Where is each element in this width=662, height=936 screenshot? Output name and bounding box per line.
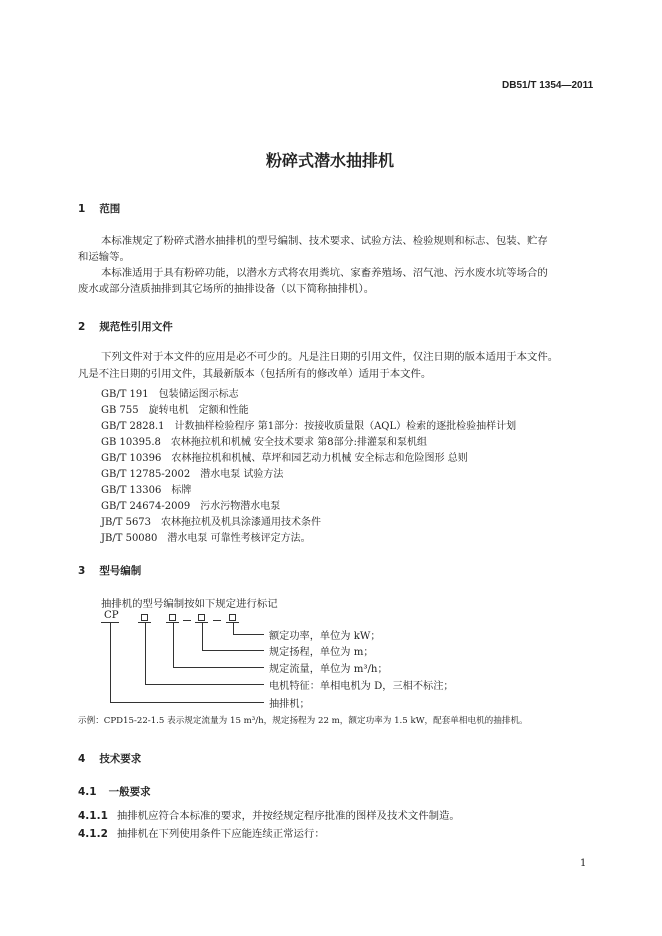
motor-slot-box: [141, 614, 148, 621]
clause-4-1-2: [78, 826, 325, 842]
section-4-heading: [78, 751, 141, 766]
section-title: 技术要求: [99, 753, 142, 765]
refs-intro-line2: 凡是不注日期的引用文件，其最新版本（包括所有的修改单）适用于本文件。: [78, 368, 432, 380]
section-number: 4: [78, 753, 86, 765]
reference-item: GB/T 10396 农林拖拉机和机械、草坪和园艺动力机械 安全标志和危险图形 总则: [101, 453, 468, 464]
head-slot-box: [198, 614, 205, 621]
section-title: 型号编制: [99, 565, 142, 577]
section-title: 规范性引用文件: [99, 321, 173, 333]
section-number: 2: [78, 321, 86, 333]
legend-flow: 规定流量，单位为 m³/h；: [269, 664, 388, 675]
clause-number: 4.1.2: [78, 828, 108, 840]
clause-4-1-1: [78, 808, 460, 824]
clause-text: 抽排机在下列使用条件下应能连续正常运行：: [116, 828, 325, 840]
page-number: 1: [580, 858, 587, 869]
subsection-4-1-heading: [78, 784, 151, 799]
leader-line: [110, 702, 264, 703]
section-number: 1: [78, 203, 86, 215]
section-number: 3: [78, 565, 86, 577]
reference-item: JB/T 50080 潜水电泵 可靠性考核评定方法。: [101, 533, 311, 544]
model-example: 示例：CPD15-22-1.5 表示规定流量为 15 m³/h，规定扬程为 22 m，额定功率为 1.5 kW，配套单相电机的抽排机。: [78, 716, 528, 726]
reference-item: GB/T 2828.1 计数抽样检验程序 第1部分：按接收质量限（AQL）检索的逐批检验抽样计划: [101, 421, 517, 432]
scope-para2-line1: 本标准适用于具有粉碎功能，以潜水方式将农用粪坑、家畜养殖场、沼气池、污水废水坑等场合的: [101, 267, 548, 279]
page-title: 粉碎式潜水抽排机: [266, 151, 395, 170]
leader-line: [202, 622, 203, 650]
legend-machine: 抽排机；: [269, 699, 310, 710]
section-title: 范围: [99, 203, 121, 215]
flow-slot-box: [169, 614, 176, 621]
reference-item: JB/T 5673 农林拖拉机及机具涂漆通用技术条件: [101, 517, 322, 528]
leader-line: [202, 650, 264, 651]
reference-item: GB 755 旋转电机 定额和性能: [101, 405, 249, 416]
legend-head: 规定扬程，单位为 m；: [269, 647, 374, 658]
clause-number: 4.1.1: [78, 810, 108, 822]
leader-line: [145, 622, 146, 684]
section-1-heading: [78, 201, 120, 216]
section-3-heading: [78, 563, 141, 578]
leader-line: [145, 684, 264, 685]
reference-item: GB 10395.8 农林拖拉机和机械 安全技术要求 第8部分:排灌泵和泵机组: [101, 437, 427, 448]
legend-power: 额定功率，单位为 kW；: [269, 631, 381, 642]
section-2-heading: [78, 319, 173, 334]
scope-para1-line1: 本标准规定了粉碎式潜水抽排机的型号编制、技术要求、试验方法、检验规则和标志、包装、贮存: [101, 235, 548, 247]
refs-intro-line1: 下列文件对于本文件的应用是必不可少的。凡是注日期的引用文件，仅注日期的版本适用于本文件。: [101, 351, 559, 363]
scope-para1-line2: 和运输等。: [78, 251, 130, 263]
clause-text: 抽排机应符合本标准的要求，并按经规定程序批准的图样及技术文件制造。: [116, 810, 460, 822]
legend-motor: 电机特征：单相电机为 D，三相不标注；: [269, 681, 454, 692]
leader-line: [173, 622, 174, 667]
leader-line: [233, 634, 264, 635]
reference-item: GB/T 13306 标牌: [101, 485, 192, 496]
leader-line: [173, 667, 264, 668]
leader-line: [233, 622, 234, 634]
power-slot-box: [229, 614, 236, 621]
leader-line: [110, 622, 111, 702]
dash: [213, 620, 221, 621]
reference-item: GB/T 24674-2009 污水污物潜水电泵: [101, 501, 281, 512]
dash: [183, 620, 191, 621]
doc-number: DB51/T 1354—2011: [502, 80, 594, 91]
model-prefix: CP: [104, 610, 119, 621]
reference-item: GB/T 12785-2002 潜水电泵 试验方法: [101, 469, 284, 480]
model-intro: 抽排机的型号编制按如下规定进行标记: [101, 598, 278, 610]
reference-item: GB/T 191 包装储运图示标志: [101, 389, 239, 400]
subsection-number: 4.1: [78, 786, 97, 798]
subsection-title: 一般要求: [108, 786, 151, 798]
scope-para2-line2: 废水或部分渣质抽排到其它场所的抽排设备（以下简称抽排机）。: [78, 283, 375, 295]
